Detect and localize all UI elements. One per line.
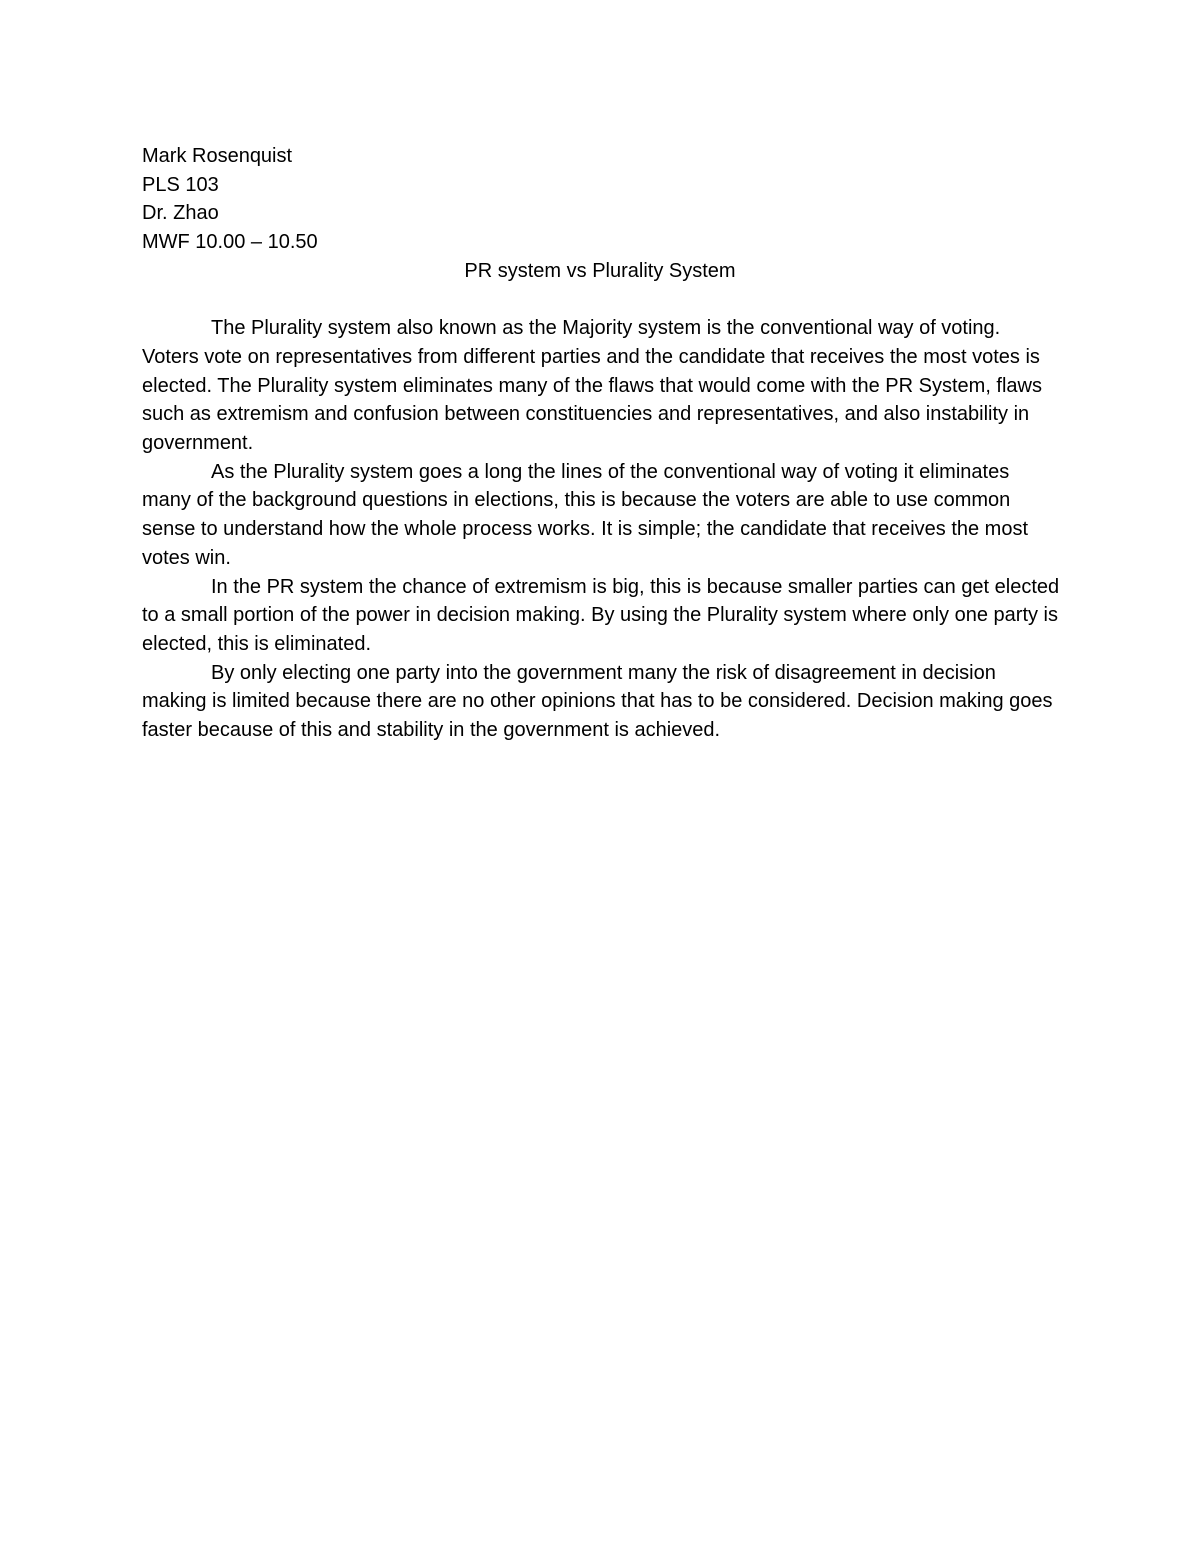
- paragraph-3: In the PR system the chance of extremism is big, this is because smaller parties can get elected to a small portion of the power in decision making. By using the Plurality system where only one party is elected, this is eliminated.: [142, 575, 1060, 655]
- author-name: Mark Rosenquist: [142, 145, 293, 167]
- instructor-name: Dr. Zhao: [142, 202, 219, 225]
- blank-line: [142, 286, 1062, 315]
- paragraph-2: As the Plurality system goes a long the lines of the conventional way of voting it eliminates many of the background questions in elections, this is because the voters are able to use common sense to understand how the whole process works. It is simple; the candidate that receives the most votes win.: [142, 460, 1029, 569]
- document-body: [142, 142, 1062, 745]
- document-title: PR system vs Plurality System: [464, 259, 736, 282]
- class-schedule: MWF 10.00 – 10.50: [142, 231, 318, 254]
- paragraph-1: The Plurality system also known as the Majority system is the conventional way of voting. Voters vote on representatives from different parties and the candidate that receives the most votes is elected. The Plurality system eliminates many of the flaws that would come with the PR System, flaws such as extremism and confusion between constituencies and representatives, and also instability in government.: [142, 317, 1042, 455]
- course-code: PLS 103: [142, 173, 219, 196]
- paragraph-4: By only electing one party into the government many the risk of disagreement in decision making is limited because there are no other opinions that has to be considered. Decision making goes faster because of this and stability in the government is achieved.: [142, 661, 1053, 742]
